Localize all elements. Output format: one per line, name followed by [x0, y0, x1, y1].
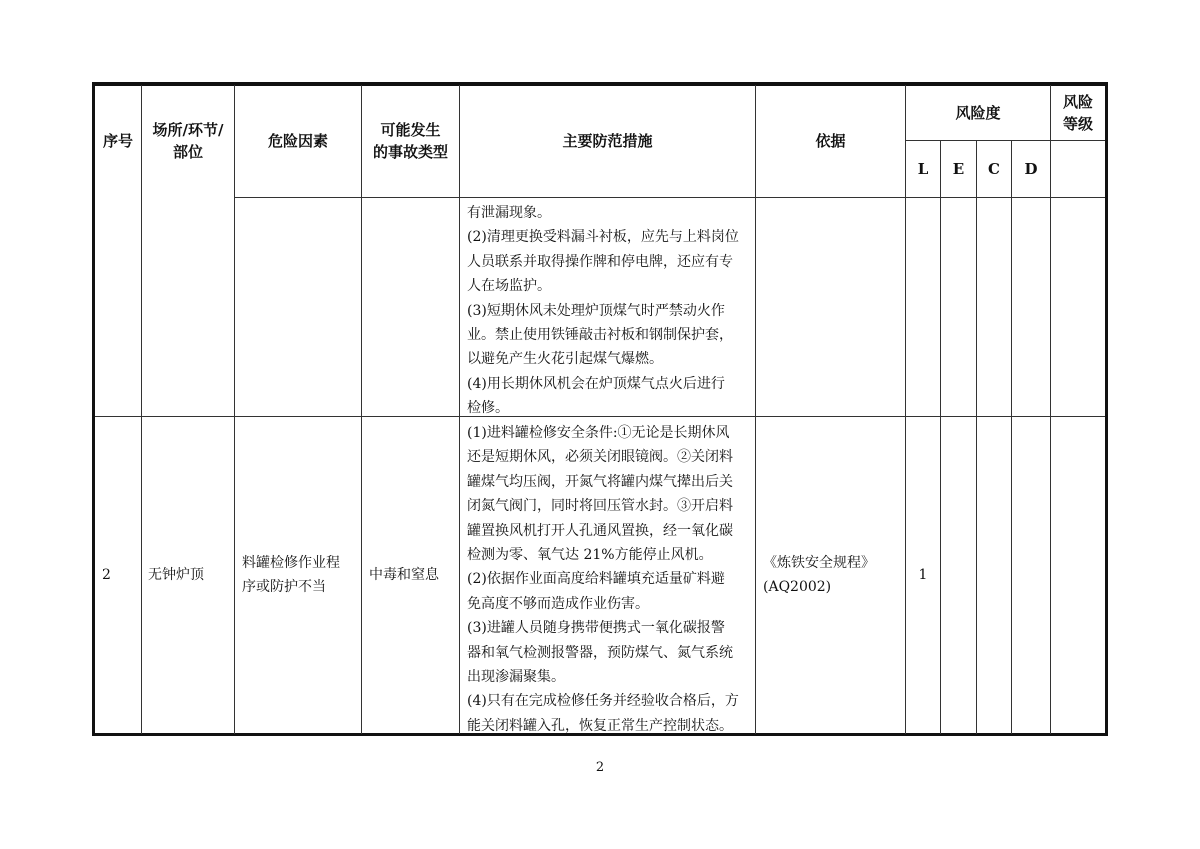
measure-line: 罐置换风机打开人孔通风置换，经一氧化碳	[467, 522, 733, 539]
measure-line: 检修。	[467, 400, 509, 417]
header-D: D	[1024, 160, 1038, 178]
header-risk-degree: 风险度	[955, 103, 1001, 122]
measure-line: 出现渗漏聚集。	[467, 669, 565, 686]
measure-line: 检测为零、氧气达 21%方能停止风机。	[467, 547, 713, 564]
row2-measures	[467, 421, 739, 738]
row1-measures	[467, 201, 739, 421]
row2-accident-type: 中毒和窒息	[369, 567, 439, 583]
measure-line: 闭氮气阀门，同时将回压管水封。③开启料	[467, 498, 733, 515]
measure-line: 器和氧气检测报警器，预防煤气、氮气系统	[467, 644, 733, 661]
page-number: 2	[595, 760, 605, 775]
risk-table	[92, 82, 1108, 736]
col-divider	[940, 140, 941, 734]
header-C: C	[988, 160, 1000, 178]
measure-line: 罐煤气均压阀，开氮气将罐内煤气撵出后关	[467, 473, 733, 490]
row2-L: 1	[918, 567, 928, 583]
col-divider	[1011, 140, 1012, 734]
measure-line: 有泄漏现象。	[467, 205, 551, 221]
header-measures: 主要防范措施	[562, 132, 653, 150]
measure-line: 业。禁止使用铁锤敲击衬板和钢制保护套，	[467, 327, 733, 344]
header-risk-level: 风险 等级	[1062, 93, 1093, 133]
measure-line: 人员联系并取得操作牌和停电牌，还应有专	[467, 253, 733, 270]
col-divider	[1050, 85, 1051, 734]
measure-line: 以避免产生火花引起煤气爆燃。	[467, 351, 663, 368]
row2-hazard: 料罐检修作业程 序或防护不当	[242, 555, 340, 595]
measure-line: (3)短期休风未处理炉顶煤气时严禁动火作	[467, 302, 725, 319]
header-E: E	[952, 160, 965, 178]
measure-line: (2)清理更换受料漏斗衬板，应先与上料岗位	[467, 229, 739, 246]
row2-location: 无钟炉顶	[148, 567, 204, 583]
header-bottom-divider	[234, 197, 1105, 198]
header-location: 场所/环节/ 部位	[152, 121, 224, 161]
header-seq: 序号	[102, 132, 133, 150]
header-L: L	[917, 160, 929, 178]
measure-line: (4)只有在完成检修任务并经验收合格后，方	[467, 693, 739, 710]
measure-line: (2)依据作业面高度给料罐填充适量矿料避	[467, 571, 725, 588]
measure-line: (3)进罐人员随身携带便携式一氧化碳报警	[467, 620, 725, 637]
risk-subheader-divider	[1050, 140, 1105, 141]
table-right-border	[1105, 82, 1108, 736]
col-divider	[976, 140, 977, 734]
header-accident-type: 可能发生 的事故类型	[372, 121, 448, 161]
row2-seq: 2	[102, 567, 111, 583]
measure-line: (1)进料罐检修安全条件:①无论是长期休风	[467, 425, 730, 441]
measure-line: 人在场监护。	[467, 278, 551, 295]
header-basis: 依据	[815, 132, 846, 150]
measure-line: 免高度不够而造成作业伤害。	[467, 595, 649, 612]
measure-line: 还是短期休风，必须关闭眼镜阀。②关闭料	[467, 449, 733, 466]
header-hazard: 危险因素	[267, 132, 328, 150]
measure-line: (4)用长期休风机会在炉顶煤气点火后进行	[467, 375, 725, 392]
row2-basis: 《炼铁安全规程》 (AQ2002)	[763, 555, 875, 595]
measure-line: 能关闭料罐入孔，恢复正常生产控制状态。	[467, 717, 733, 734]
